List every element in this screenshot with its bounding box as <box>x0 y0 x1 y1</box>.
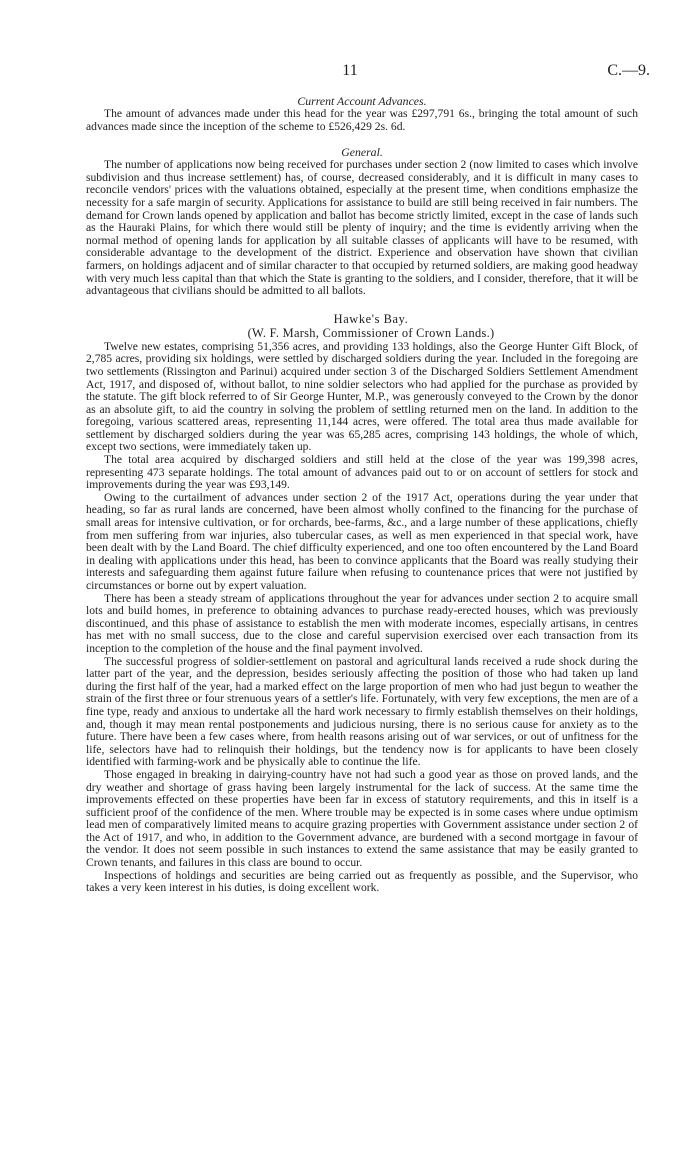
hawkes-bay-paragraph: Twelve new estates, comprising 51,356 acres, and providing 133 holdings, also the George Hunter Gift Block, of 2,785 acres, providing six holdings, were settled by discharged soldiers during the year. Included in the foregoing are two settlements (Rissington and Parinui) acquired under section 3 of the Discharged Soldiers Settlement Amendment Act, 1917, and disposed of, without ballot, to nine soldier selectors who had applied for the purchase as provided by the statute. The gift block referred to of Sir George Hunter, M.P., was generously conveyed to the Crown by the donor as an absolute gift, to aid the country in solving the problem of settling returned men on the land. In addition to the foregoing, various scattered areas, representing 11,144 acres, were offered. The total area thus made available for settlement by discharged soldiers during the year was 65,285 acres, comprising 143 holdings, the whole of which, except two sections, were immediately taken up. <box>86 339 638 454</box>
general-heading: General. <box>341 145 383 160</box>
commissioner-line: (W. F. Marsh, Commissioner of Crown Lands.) <box>247 325 495 340</box>
document-body <box>86 94 638 895</box>
hawkes-bay-paragraph: Inspections of holdings and securities are being carried out as frequently as possible, and the Supervisor, who takes a very keen interest in his duties, is doing excellent work. <box>86 868 638 895</box>
report-code: C.—9. <box>607 62 650 79</box>
hawkes-bay-paragraph: There has been a steady stream of applications throughout the year for advances under section 2 to acquire small lots and build homes, in preference to obtaining advances to purchase ready-erected houses, which was previously discontinued, and this phase of assistance to establish the men with moderate incomes, especially artisans, in centres has met with no small success, due to the close and careful supervision exercised over each transaction from its inception to the completion of the house and the final payment involved. <box>86 591 638 655</box>
hawkes-bay-paragraph: The total area acquired by discharged soldiers and still held at the close of the year was 199,398 acres, representing 473 separate holdings. The total amount of advances paid out to or on account of settlers for stock and improvements during the year was £93,149. <box>86 453 638 492</box>
district-heading: Hawke's Bay. <box>333 311 409 326</box>
hawkes-bay-paragraph: Those engaged in breaking in dairying-country have not had such a good year as those on proved lands, and the dry weather and shortage of grass having been largely instrumental for the lack of success. At the same time the improvements effected on these properties have been far in excess of statutory requirements, and this in itself is a sufficient proof of the confidence of the men. Where trouble may be expected is in some cases where undue optimism lead men of comparatively limited means to acquire grazing properties with Government assistance under section 2 of the Act of 1917, and who, in addition to the Government advance, are burdened with a second mortgage in favour of the vendor. It does not seem possible in such instances to extend the same assistance that may be easily granted to Crown tenants, and failures in this class are bound to occur. <box>86 767 638 870</box>
general-paragraph: The number of applications now being received for purchases under section 2 (now limited to cases which involve subdivision and thus increase settlement) has, of course, decreased considerably, and it is difficult in many cases to reconcile vendors' prices with the valuations obtained, especially at the present time, when conditions emphasize the necessity for a safe margin of security. Applications for assistance to build are still being received in fair numbers. The demand for Crown lands opened by application and ballot has become strictly limited, except in the case of lands such as the Hauraki Plains, for which there would still be plenty of inquiry; and the time is evidently arriving when the normal method of opening lands for application by all suitable classes of applicants will have to be resumed, with considerable advantage to the development of the district. Experience and observation have shown that civilian farmers, on holdings adjacent and of similar character to that occupied by returned soldiers, are making good headway with very much less capital than that which the State is granting to the soldiers, and I consider, therefore, that it will be advantageous that civilians should be admitted to all ballots. <box>86 158 638 298</box>
hawkes-bay-paragraph: Owing to the curtailment of advances under section 2 of the 1917 Act, operations during the year under that heading, so far as rural lands are concerned, have been almost wholly confined to the financing for the purchase of small areas for intensive cultivation, or for orchards, bee-farms, &c., and a large number of these applications, chiefly from men suffering from war injuries, also tubercular cases, as well as men experienced in that special work, have been dealt with by the Land Board. The chief difficulty experienced, and one too often encountered by the Land Board in dealing with applications under this head, has been to convince applicants that the Board was really studying their interests and safeguarding them against future failure when refusing to countenance prices that were not justified by circumstances or borne out by expert valuation. <box>86 490 638 592</box>
current-account-heading: Current Account Advances. <box>297 94 427 108</box>
page-number: 11 <box>342 62 358 79</box>
hawkes-bay-paragraph: The successful progress of soldier-settlement on pastoral and agricultural lands received a rude shock during the latter part of the year, and the depression, besides seriously affecting the position of those who had taken up land during the first half of the year, had a marked effect on the large proportion of men who had just begun to weather the strain of the first three or four strenuous years of a settler's life. Fortunately, with very few exceptions, the men are of a fine type, ready and anxious to undertake all the hard work necessary to firmly establish themselves on their holdings, and, though it may mean rental postponements and judicious nursing, there is no serious cause for anxiety as to the future. There have been a few cases where, from health reasons arising out of war services, or out of unfitness for the life, selectors have had to relinquish their holdings, but the tendency now is for applicants to have been closely identified with farming-work and be physically able to continue the life. <box>86 654 638 769</box>
current-account-paragraph: The amount of advances made under this head for the year was £297,791 6s., bringing the total amount of such advances made since the inception of the scheme to £526,429 2s. 6d. <box>86 107 638 133</box>
